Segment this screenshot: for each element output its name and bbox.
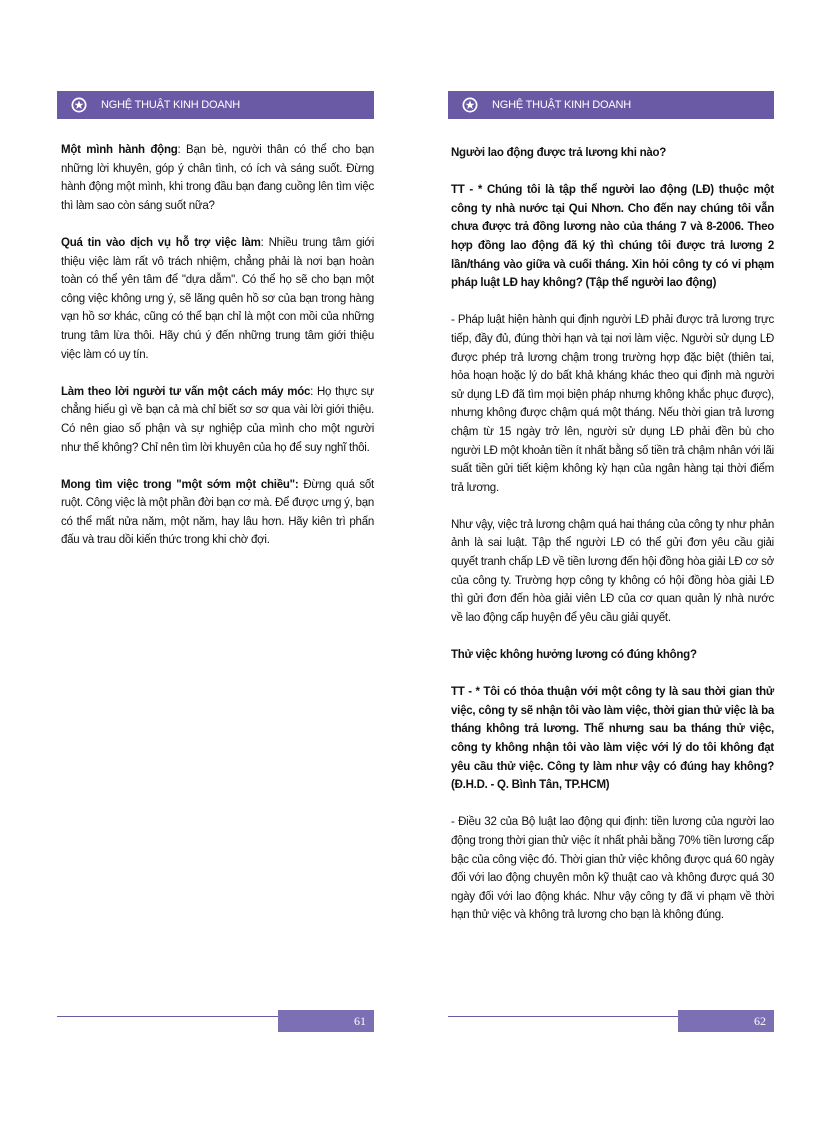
- footer-rule: [448, 1016, 678, 1017]
- paragraph-text: Đừng quá sốt ruột. Công việc là một phần đời bạn cơ mà. Để được ưng ý, bạn có thể mất nửa năm, một năm, hay lâu hơn. Hãy kiên trì phấn đấu và trau dồi kiến thức trong khi chờ đợi.: [61, 478, 374, 547]
- question-heading: Người lao động được trả lương khi nào?: [451, 147, 667, 159]
- page-number: 62: [678, 1010, 774, 1032]
- paragraph-lead: Một mình hành động: [61, 144, 178, 156]
- paragraph: [61, 141, 374, 215]
- paragraph-lead: Quá tin vào dịch vụ hỗ trợ việc làm: [61, 236, 261, 249]
- paragraph-lead: Mong tìm việc trong "một sớm một chiều":: [61, 478, 299, 491]
- paragraph: [61, 383, 374, 457]
- star-badge-icon: [71, 97, 87, 113]
- paragraph-lead: Làm theo lời người tư vấn một cách máy móc: [61, 385, 311, 398]
- header-title: NGHỆ THUẬT KINH DOANH: [492, 99, 632, 111]
- footer-rule: [57, 1016, 278, 1017]
- header-bar: [57, 91, 374, 119]
- answer-text: - Điều 32 của Bộ luật lao động qui định: tiền lương của người lao động trong thời gian thử việc ít nhất phải bằng 70% tiền lương cấp bậc của công việc đó. Thời gian thử việc không được quá 60 ngày đối với lao động chuyên môn kỹ thuật cao và không được quá 30 ngày đối với lao động khác. Như vậy công ty đã vi phạm về thời hạn thử việc và không trả lương cho bạn là không đúng.: [451, 816, 774, 922]
- answer-text: - Pháp luật hiện hành qui định người LĐ phải được trả lương trực tiếp, đầy đủ, đúng thời hạn và tại nơi làm việc. Người sử dụng LĐ được phép trả lương chậm trong trường hợp đặc biệt (thiên tai, hỏa hoạn hoặc lý do bất khả kháng khác theo qui định mà người sử dụng LĐ đã tìm mọi biện pháp nhưng không khắc phục được), nhưng không được chậm quá một tháng. Nếu thời gian trả lương chậm từ 15 ngày trở lên, người sử dụng LĐ phải đền bù cho người LĐ một khoản tiền ít nhất bằng số tiền trả chậm nhân với lãi suất tiền gửi tiết kiệm không kỳ hạn của ngân hàng tại thời điểm trả lương.: [451, 314, 774, 494]
- paragraph-text: : Họ thực sự chẳng hiểu gì về bạn cả mà chỉ biết sơ sơ qua vài lời giới thiệu. Có nên giao số phận và sự nghiệp của mình cho một người như thế không? Chỉ nên tìm lời khuyên của họ để suy nghĩ thôi.: [61, 385, 374, 454]
- paragraph-text: : Bạn bè, người thân có thể cho bạn những lời khuyên, góp ý chân tình, có ích và sáng suốt. Đừng hành động một mình, khi trong đầu bạn đang cuồng lên tìm việc thì làm sao còn sáng suốt nữa?: [61, 144, 374, 212]
- paragraph: [61, 234, 374, 364]
- paragraph-text: : Nhiều trung tâm giới thiệu việc làm rất vô trách nhiệm, chẳng phải là nơi bạn hoàn toàn có thể yên tâm để "dựa dẫm". Có thể họ sẽ cho bạn một công việc không ưng ý, sẽ lãng quên hồ sơ của bạn trong hàng vạn hồ sơ khác, cũng có thể bạn chỉ là một con mồi của những trung tâm lừa thôi. Hãy chú ý đến những trung tâm giới thiệu việc làm có uy tín.: [61, 236, 374, 361]
- paragraph: [61, 476, 374, 550]
- right-article: [451, 144, 774, 944]
- star-badge-icon: [462, 97, 478, 113]
- page-number: 61: [278, 1010, 374, 1032]
- header-title: NGHỆ THUẬT KINH DOANH: [101, 99, 241, 111]
- left-article: [61, 141, 374, 569]
- header-bar: [448, 91, 774, 119]
- answer-text: Như vậy, việc trả lương chậm quá hai tháng của công ty như phản ảnh là sai luật. Tập thể người LĐ có thể gửi đơn yêu cầu giải quyết tranh chấp LĐ về tiền lương đến hội đồng hòa giải LĐ cơ sở của công ty. Trường hợp công ty không có hội đồng hòa giải LĐ thì gửi đơn đến hòa giải viên LĐ của cơ quan quản lý nhà nước về lao động cấp huyện để yêu cầu giải quyết.: [451, 518, 774, 624]
- question-text: TT - * Chúng tôi là tập thể người lao động (LĐ) thuộc một công ty nhà nước tại Qui Nhơn. Cho đến nay chúng tôi vẫn chưa được trả đồng lương nào của tháng 7 và 8-2006. Theo hợp đồng lao động đã ký thì chúng tôi được trả lương 2 lần/tháng vào giữa và cuối tháng. Xin hỏi công ty có vi phạm pháp luật LĐ hay không? (Tập thể người lao động): [451, 184, 774, 290]
- question-heading: Thử việc không hưởng lương có đúng không?: [451, 649, 697, 662]
- question-text: TT - * Tôi có thỏa thuận với một công ty là sau thời gian thử việc, công ty sẽ nhận tôi vào làm việc, thời gian thử việc là ba tháng không trả lương. Thế nhưng sau ba tháng thử việc, công ty không nhận tôi vào làm việc với lý do tôi không đạt yêu cầu thử việc. Công ty làm như vậy có đúng hay không? (Đ.H.D. - Q. Bình Tân, TP.HCM): [451, 686, 774, 792]
